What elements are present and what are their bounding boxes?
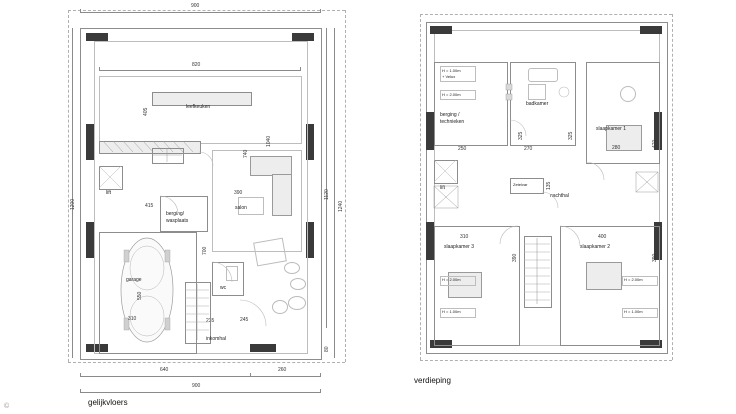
- dim-325-a: 325: [518, 131, 524, 140]
- caption-first-floor: verdieping: [414, 376, 451, 385]
- dim-80: 80: [324, 346, 330, 352]
- dim-390: 390: [234, 190, 243, 196]
- room-label-lift-ground: lift: [106, 190, 111, 196]
- door-swings-first: [400, 0, 736, 414]
- dim-1040: 1040: [266, 135, 272, 147]
- dim-550: 550: [137, 291, 143, 300]
- first-floor-plan: [400, 0, 736, 414]
- dim-line-bottom-total: [80, 392, 320, 393]
- dim-235: 235: [206, 318, 215, 324]
- room-label-inkomhal: inkomhal: [206, 336, 227, 342]
- watermark: ©: [4, 403, 10, 410]
- dim-270: 270: [524, 146, 533, 152]
- dim-tick: [80, 373, 81, 377]
- dim-245: 245: [240, 317, 249, 323]
- dim-390-right: 390: [652, 253, 658, 262]
- dim-bottom-900: 900: [192, 383, 201, 389]
- dim-line-left: [72, 28, 73, 358]
- dim-325-b: 325: [568, 131, 574, 140]
- dim-260: 260: [278, 367, 287, 373]
- window-note-1b: + Velux: [442, 74, 456, 79]
- caption-ground-floor: gelijkvloers: [88, 398, 128, 407]
- dim-640: 640: [160, 367, 169, 373]
- dim-line-bottom-2: [250, 376, 320, 377]
- window-note-6: H = 1.00m: [624, 309, 643, 314]
- dim-1200: 1200: [70, 198, 76, 210]
- window-note-1: H = 1.00m: [442, 68, 461, 73]
- dim-470: 470: [652, 139, 658, 148]
- room-label-slaapkamer-1: slaapkamer 1: [596, 126, 627, 132]
- room-label-nachthal: nachthal: [550, 193, 569, 199]
- dim-1120: 1120: [324, 189, 330, 200]
- dim-310: 310: [128, 316, 137, 322]
- room-label-berging-technieken-2: technieken: [440, 119, 465, 125]
- room-label-wc: wc: [220, 285, 227, 291]
- dim-820: 820: [192, 62, 201, 68]
- window-note-5: H = 2.00m: [624, 277, 643, 282]
- dim-line-bottom-1: [80, 376, 250, 377]
- dim-400: 400: [598, 234, 607, 240]
- room-label-garage: garage: [126, 277, 142, 283]
- dim-tick: [320, 373, 321, 377]
- window-note-3: H = 2.00m: [442, 277, 461, 282]
- dim-390-left: 390: [512, 253, 518, 262]
- dim-280: 280: [612, 145, 621, 151]
- room-label-slaapkamer-2: slaapkamer 2: [580, 244, 611, 250]
- room-label-badkamer: badkamer: [526, 101, 549, 107]
- room-label-berging-wasplaats: berging/: [166, 211, 185, 217]
- room-label-slaapkamer-3: slaapkamer 3: [444, 244, 475, 250]
- room-label-berging-wasplaats-2: wasplaats: [166, 218, 189, 224]
- dim-line-right-inner: [326, 28, 327, 328]
- room-label-berging-technieken: berging /: [440, 112, 460, 118]
- dim-405: 405: [143, 107, 149, 116]
- room-label-zetelvar: Zetelvar: [513, 182, 528, 187]
- dim-135: 135: [546, 181, 552, 190]
- dim-tick: [320, 389, 321, 393]
- dim-top-900: 900: [191, 3, 200, 9]
- dim-740: 740: [243, 149, 249, 158]
- dim-line-right-outer: [334, 28, 335, 358]
- dim-700: 700: [202, 246, 208, 255]
- dim-415: 415: [145, 203, 154, 209]
- room-label-leefkeuken: leefkeuken: [186, 104, 211, 110]
- room-label-lift-first: lift: [440, 185, 445, 191]
- dim-1240: 1240: [338, 200, 344, 212]
- window-note-2: H = 2.00m: [442, 92, 461, 97]
- window-note-4: H = 1.00m: [442, 309, 461, 314]
- dim-tick: [80, 389, 81, 393]
- room-label-salon: salon: [235, 205, 247, 211]
- dim-310-first: 310: [460, 234, 469, 240]
- dim-250: 250: [458, 146, 467, 152]
